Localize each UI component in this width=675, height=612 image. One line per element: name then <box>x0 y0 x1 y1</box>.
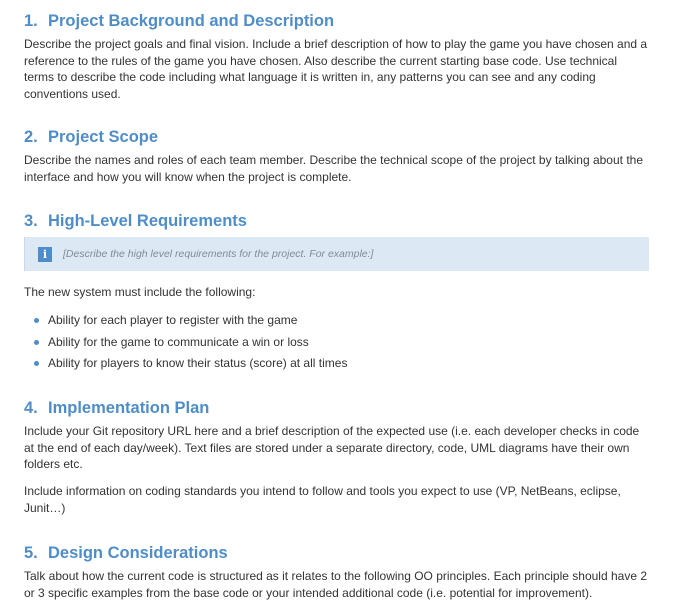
section-heading <box>24 210 650 232</box>
section-number: 5. <box>24 544 38 562</box>
section-number: 2. <box>24 128 38 146</box>
list-item <box>24 312 347 334</box>
section-paragraph: Talk about how the current code is structured as it relates to the following OO principles. Each principle should have 2 or 3 specific examples from the base code or your intended additional code (i.e. potential for improvement). <box>24 569 647 600</box>
section-title: Project Background and Description <box>48 12 335 30</box>
section-design-considerations <box>24 542 650 601</box>
list-item-text: Ability for each player to register with the game <box>48 313 298 327</box>
section-title: Project Scope <box>48 128 159 146</box>
requirements-list <box>24 312 347 377</box>
section-project-scope <box>24 126 650 185</box>
section-heading <box>24 126 650 148</box>
bullet-icon <box>34 318 39 323</box>
list-item-text: Ability for players to know their status (score) at all times <box>48 356 348 370</box>
section-implementation-plan <box>24 397 650 517</box>
section-paragraph: Describe the names and roles of each team member. Describe the technical scope of the project by talking about the interface and how you will know when the project is complete. <box>24 153 644 184</box>
section-number: 4. <box>24 399 38 417</box>
requirements-intro: The new system must include the following: <box>24 285 256 299</box>
bullet-icon <box>34 340 39 345</box>
list-item <box>24 355 347 377</box>
bullet-icon <box>34 361 39 366</box>
section-heading <box>24 542 650 564</box>
section-number: 3. <box>24 212 38 230</box>
info-icon: i <box>38 247 52 262</box>
section-title: High-Level Requirements <box>48 212 247 230</box>
section-paragraph: Include information on coding standards you intend to follow and tools you expect to use (VP, NetBeans, eclipse, Junit…) <box>24 484 621 515</box>
section-project-background <box>24 10 650 103</box>
list-item-text: Ability for the game to communicate a win or loss <box>48 334 309 349</box>
section-heading <box>24 397 650 419</box>
section-title: Design Considerations <box>48 544 228 562</box>
section-paragraph: Include your Git repository URL here and a brief description of the expected use (i.e. each developer checks in code at the end of each day/week). Text files are stored under a separate directory, code, UML diagrams have their own folders etc. <box>24 424 640 472</box>
section-title: Implementation Plan <box>48 399 210 417</box>
list-item <box>24 334 347 356</box>
section-number: 1. <box>24 12 38 30</box>
section-heading <box>24 10 650 32</box>
info-callout <box>24 237 649 271</box>
section-paragraph: Describe the project goals and final vision. Include a brief description of how to play the game you have chosen and a reference to the rules of the game you have chosen. Also describe the current starting base code. Use technical terms to describe the code including what language it is written in, any patterns you can see and any coding conventions used. <box>24 37 648 102</box>
section-high-level-requirements <box>24 210 650 370</box>
info-callout-text: [Describe the high level requirements for the project. For example:] <box>63 248 374 260</box>
